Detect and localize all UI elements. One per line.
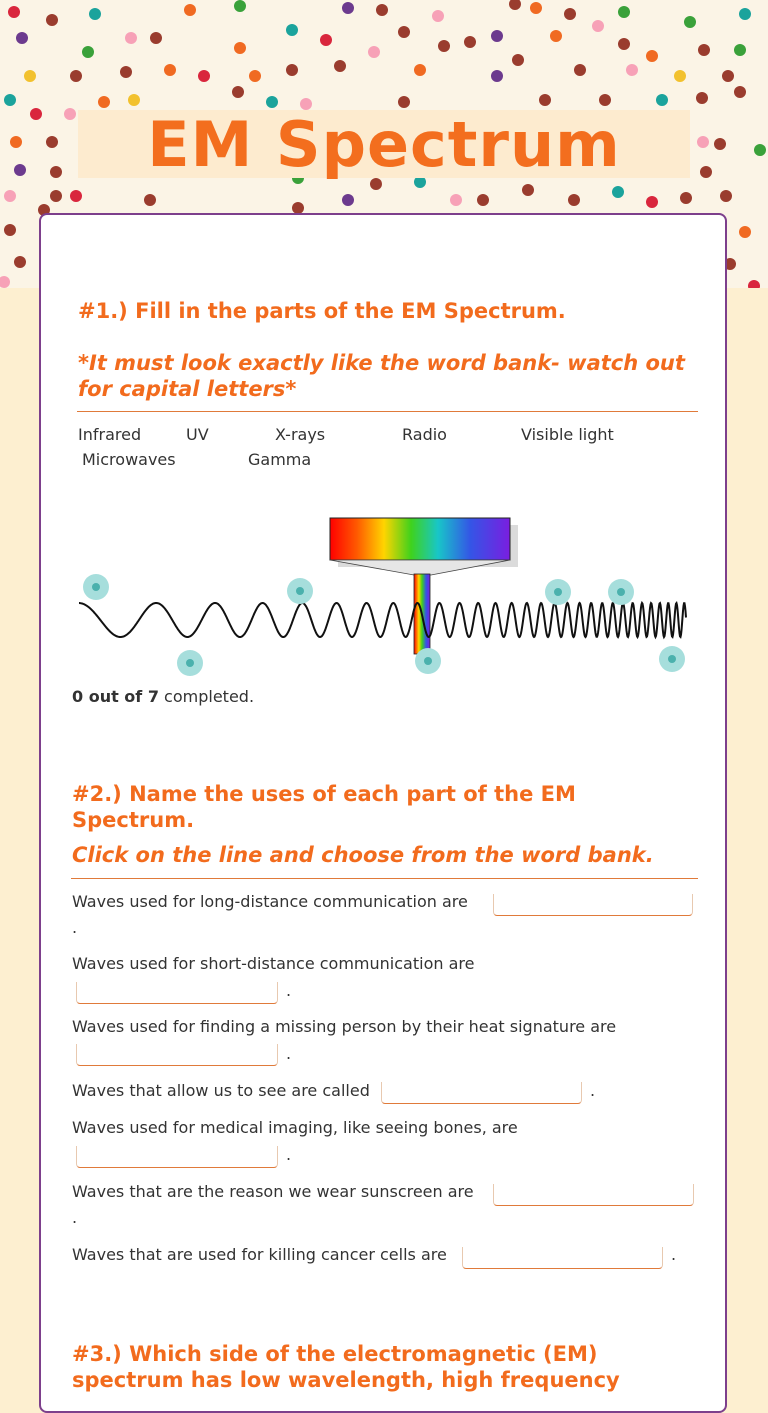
em-spectrum-diagram — [76, 510, 696, 660]
prompt-text: Waves that are the reason we wear sunscreen are — [72, 1182, 474, 1201]
spectrum-hotspot-3[interactable] — [545, 579, 571, 605]
period: . — [286, 1145, 292, 1164]
progress-status — [72, 687, 254, 706]
period: . — [286, 981, 292, 1000]
page-title: EM Spectrum — [147, 107, 621, 181]
section2-divider — [71, 878, 698, 879]
prompt-text: Waves that allow us to see are called — [72, 1081, 370, 1100]
section1-divider — [77, 411, 698, 412]
period: . — [286, 1044, 292, 1063]
prompt-text: Waves used for long-distance communication are — [72, 892, 468, 911]
answer-blank-7[interactable] — [462, 1247, 663, 1269]
prompt-text: Waves that are used for killing cancer cells are — [72, 1245, 447, 1264]
section1-heading: #1.) Fill in the parts of the EM Spectrum. — [78, 299, 566, 323]
word-bank-item: Microwaves — [82, 450, 176, 469]
word-bank-item: UV — [186, 425, 209, 444]
spectrum-hotspot-1[interactable] — [83, 574, 109, 600]
progress-count: 0 out of 7 — [72, 687, 159, 706]
spectrum-hotspot-7[interactable] — [659, 646, 685, 672]
section3-heading: #3.) Which side of the electromagnetic (EM) spectrum has low wavelength, high frequency — [72, 1342, 620, 1392]
section2-instruction: Click on the line and choose from the word bank. — [72, 843, 654, 867]
progress-suffix: completed. — [158, 687, 255, 706]
word-bank-item: Visible light — [521, 425, 614, 444]
answer-blank-2[interactable] — [76, 982, 278, 1004]
period: . — [590, 1081, 596, 1100]
word-bank-item: Radio — [402, 425, 447, 444]
answer-blank-1[interactable] — [493, 894, 693, 916]
section1-instruction: *It must look exactly like the word bank- watch out for capital letters* — [78, 351, 685, 401]
worksheet-card — [39, 213, 727, 1413]
answer-blank-6[interactable] — [493, 1184, 694, 1206]
answer-blank-4[interactable] — [381, 1082, 582, 1104]
period: . — [671, 1245, 677, 1264]
period: . — [72, 918, 78, 937]
spectrum-hotspot-2[interactable] — [287, 578, 313, 604]
period: . — [72, 1208, 78, 1227]
wave-path — [79, 603, 686, 637]
spectrum-hotspot-6[interactable] — [415, 648, 441, 674]
word-bank-item: Gamma — [248, 450, 312, 469]
answer-blank-5[interactable] — [76, 1146, 278, 1168]
prompt-text: Waves used for medical imaging, like seeing bones, are — [72, 1118, 518, 1137]
prompt-text: Waves used for short-distance communication are — [72, 954, 475, 973]
word-bank-item: X-rays — [275, 425, 326, 444]
spectrum-hotspot-4[interactable] — [608, 579, 634, 605]
answer-blank-3[interactable] — [76, 1044, 278, 1066]
word-bank-item: Infrared — [78, 425, 142, 444]
title-banner — [78, 107, 690, 181]
section2-heading: #2.) Name the uses of each part of the EM Spectrum. — [72, 782, 576, 832]
prompt-text: Waves used for finding a missing person by their heat signature are — [72, 1017, 617, 1036]
spectrum-hotspot-5[interactable] — [177, 650, 203, 676]
